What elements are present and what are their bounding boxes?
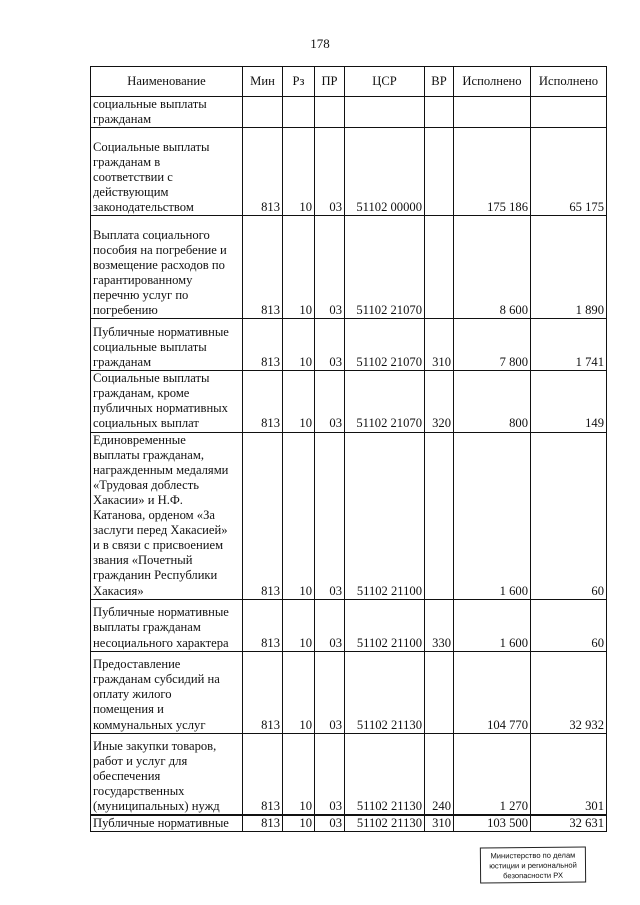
cell-rz <box>283 97 315 128</box>
cell-name: Иные закупки товаров, работ и услуг для обеспечения государственных (муниципальных) нужд <box>91 733 243 815</box>
budget-table <box>90 66 607 832</box>
cell-rz: 10 <box>283 815 315 832</box>
registration-stamp <box>480 847 586 884</box>
cell-vr <box>425 97 454 128</box>
cell-rz: 10 <box>283 319 315 371</box>
cell-executed-2: 32 932 <box>531 651 607 733</box>
cell-rz: 10 <box>283 651 315 733</box>
cell-min: 813 <box>243 599 283 651</box>
cell-csr: 51102 21130 <box>345 733 425 815</box>
header-name: Наименование <box>91 67 243 97</box>
cell-pr <box>315 97 345 128</box>
cell-pr: 03 <box>315 599 345 651</box>
stamp-line: безопасности РХ <box>503 870 564 881</box>
table-header-row <box>91 67 607 97</box>
cell-executed-2: 149 <box>531 371 607 432</box>
table-row <box>91 432 607 599</box>
cell-name: Социальные выплаты гражданам, кроме публичных нормативных социальных выплат <box>91 371 243 432</box>
cell-vr <box>425 651 454 733</box>
cell-executed-1 <box>454 97 531 128</box>
stamp-line: юстиции и региональной <box>489 860 577 871</box>
cell-rz: 10 <box>283 599 315 651</box>
cell-name: Выплата социального пособия на погребение и возмещение расходов по гарантированному перечню услуг по погребению <box>91 216 243 319</box>
cell-min: 813 <box>243 128 283 216</box>
cell-rz: 10 <box>283 733 315 815</box>
table-row <box>91 815 607 832</box>
cell-min: 813 <box>243 651 283 733</box>
cell-executed-1: 175 186 <box>454 128 531 216</box>
header-min: Мин <box>243 67 283 97</box>
cell-name: социальные выплаты гражданам <box>91 97 243 128</box>
cell-rz: 10 <box>283 432 315 599</box>
table-body <box>91 97 607 832</box>
table-row <box>91 216 607 319</box>
cell-pr: 03 <box>315 371 345 432</box>
cell-executed-2: 65 175 <box>531 128 607 216</box>
cell-csr: 51102 21070 <box>345 371 425 432</box>
table-row <box>91 319 607 371</box>
cell-executed-1: 800 <box>454 371 531 432</box>
cell-vr: 320 <box>425 371 454 432</box>
cell-pr: 03 <box>315 651 345 733</box>
header-executed-1: Исполнено <box>454 67 531 97</box>
cell-rz: 10 <box>283 128 315 216</box>
header-csr: ЦСР <box>345 67 425 97</box>
cell-name: Публичные нормативные социальные выплаты гражданам <box>91 319 243 371</box>
cell-csr: 51102 21100 <box>345 432 425 599</box>
cell-csr <box>345 97 425 128</box>
cell-executed-1: 103 500 <box>454 815 531 832</box>
cell-pr: 03 <box>315 733 345 815</box>
cell-rz: 10 <box>283 216 315 319</box>
table-row <box>91 371 607 432</box>
cell-name: Публичные нормативные выплаты гражданам несоциального характера <box>91 599 243 651</box>
cell-executed-2 <box>531 97 607 128</box>
cell-vr: 240 <box>425 733 454 815</box>
cell-executed-2: 60 <box>531 432 607 599</box>
cell-name: Социальные выплаты гражданам в соответствии с действующим законодательством <box>91 128 243 216</box>
page-number: 178 <box>310 36 330 51</box>
cell-name: Публичные нормативные <box>91 815 243 832</box>
cell-executed-1: 8 600 <box>454 216 531 319</box>
cell-executed-1: 1 600 <box>454 432 531 599</box>
cell-min: 813 <box>243 319 283 371</box>
cell-csr: 51102 21130 <box>345 815 425 832</box>
cell-rz: 10 <box>283 371 315 432</box>
header-pr: ПР <box>315 67 345 97</box>
stamp-line: Министерство по делам <box>490 850 576 861</box>
cell-csr: 51102 21070 <box>345 319 425 371</box>
cell-executed-1: 1 600 <box>454 599 531 651</box>
table-row <box>91 651 607 733</box>
cell-executed-2: 301 <box>531 733 607 815</box>
cell-name: Предоставление гражданам субсидий на оплату жилого помещения и коммунальных услуг <box>91 651 243 733</box>
cell-csr: 51102 21100 <box>345 599 425 651</box>
table-row <box>91 97 607 128</box>
table-row <box>91 599 607 651</box>
cell-pr: 03 <box>315 432 345 599</box>
cell-vr: 310 <box>425 815 454 832</box>
cell-executed-2: 1 890 <box>531 216 607 319</box>
cell-pr: 03 <box>315 815 345 832</box>
cell-executed-2: 60 <box>531 599 607 651</box>
cell-vr: 310 <box>425 319 454 371</box>
header-vr: ВР <box>425 67 454 97</box>
cell-pr: 03 <box>315 216 345 319</box>
cell-min: 813 <box>243 733 283 815</box>
cell-csr: 51102 21130 <box>345 651 425 733</box>
table-row <box>91 733 607 815</box>
cell-vr: 330 <box>425 599 454 651</box>
cell-executed-2: 32 631 <box>531 815 607 832</box>
cell-vr <box>425 216 454 319</box>
cell-min: 813 <box>243 371 283 432</box>
cell-min: 813 <box>243 432 283 599</box>
cell-executed-1: 7 800 <box>454 319 531 371</box>
cell-executed-1: 104 770 <box>454 651 531 733</box>
cell-name: Единовременные выплаты гражданам, награжденным медалями «Трудовая доблесть Хакасии» и Н.Ф. Катанова, орденом «За заслуги перед Хакасией» и в связи с присвоением звания «Почетный гражданин Республики Хакасия» <box>91 432 243 599</box>
cell-executed-2: 1 741 <box>531 319 607 371</box>
header-rz: Рз <box>283 67 315 97</box>
cell-executed-1: 1 270 <box>454 733 531 815</box>
cell-csr: 51102 00000 <box>345 128 425 216</box>
table-row <box>91 128 607 216</box>
cell-pr: 03 <box>315 319 345 371</box>
cell-min: 813 <box>243 815 283 832</box>
cell-csr: 51102 21070 <box>345 216 425 319</box>
cell-min: 813 <box>243 216 283 319</box>
header-executed-2: Исполнено <box>531 67 607 97</box>
cell-vr <box>425 128 454 216</box>
cell-pr: 03 <box>315 128 345 216</box>
cell-vr <box>425 432 454 599</box>
cell-min <box>243 97 283 128</box>
